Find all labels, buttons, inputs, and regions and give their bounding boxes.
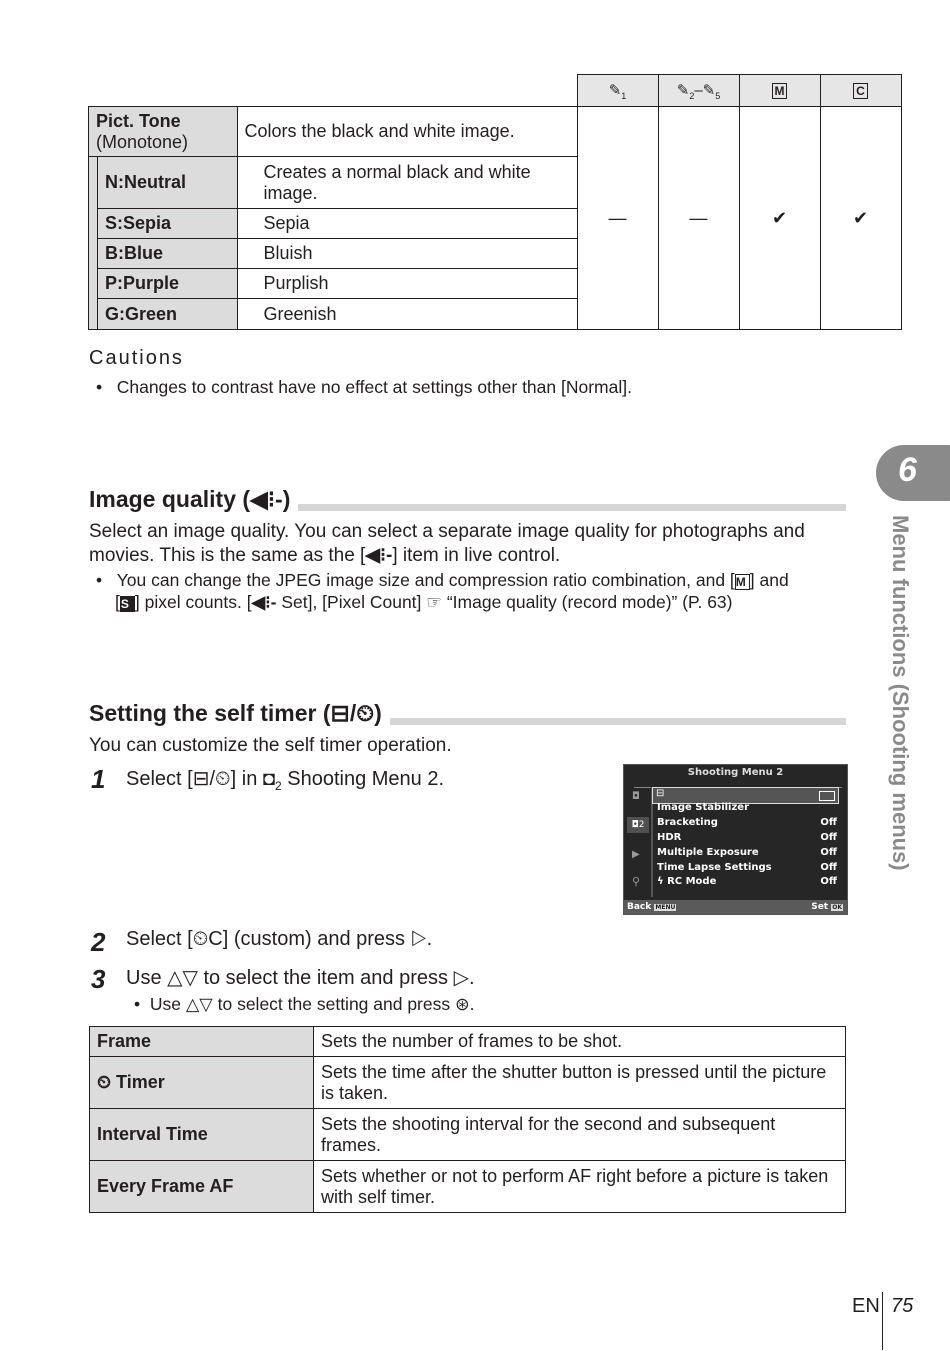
- image-quality-body: Select an image quality. You can select a separate image quality for photographs and movies. This is the same as the [◀⁝-] item in live control.: [89, 521, 805, 566]
- tone-sepia-label: S:Sepia: [98, 209, 238, 239]
- cautions-item: • Changes to contrast have no effect at settings other than [Normal].: [96, 377, 632, 397]
- menu-row-multiple-exposure: Multiple Exposure Off: [657, 847, 837, 858]
- image-quality-icon: ◀⁝-: [251, 592, 277, 612]
- tone-purple-desc: Purplish: [237, 269, 577, 299]
- every-frame-af-label: Every Frame AF: [90, 1161, 314, 1213]
- self-timer-icon: ⏲: [215, 768, 231, 790]
- flash-icon: ϟ: [657, 876, 668, 887]
- screen-back: Back MENU: [627, 902, 676, 912]
- drive-mode-icon: ⊟: [192, 768, 210, 790]
- image-quality-icon: ◀⁝-: [250, 486, 283, 512]
- mark-c: ✔: [820, 107, 901, 330]
- step-3-text: Use △▽ to select the item and press ▷.: [126, 967, 475, 989]
- footer-lang: EN: [852, 1295, 880, 1317]
- step-3-bullet: • Use △▽ to select the setting and press ⊛.: [134, 994, 475, 1014]
- tone-sepia-desc: Sepia: [237, 209, 577, 239]
- step-1-text: Select [⊟/⏲] in $◘_2$ Shooting Menu 2.: [126, 768, 445, 793]
- frame-label: Frame: [90, 1027, 314, 1057]
- tone-green-desc: Greenish: [237, 299, 577, 330]
- step-2-text: Select [⏲C] (custom) and press ▷.: [126, 928, 433, 950]
- interval-time-label: Interval Time: [90, 1109, 314, 1161]
- step-1-number: 1: [91, 764, 106, 794]
- drive-mode-icon: ⊟: [330, 700, 350, 726]
- camera-tab-1-icon: ◘: [632, 791, 640, 802]
- tone-blue-label: B:Blue: [98, 239, 238, 269]
- tone-purple-label: P:Purple: [98, 269, 238, 299]
- camera-tab-2-icon: ◘2: [627, 817, 649, 833]
- self-timer-title: Setting the self timer (⊟/⏲): [89, 700, 390, 727]
- pict-tone-label: Pict. Tone (Monotone): [89, 107, 238, 157]
- timer-label: ⏲ Timer: [90, 1057, 314, 1109]
- step-2-number: 2: [91, 927, 106, 957]
- self-timer-icon: ⏲: [356, 700, 375, 726]
- every-frame-af-desc: Sets whether or not to perform AF right before a picture is taken with self timer.: [314, 1161, 846, 1213]
- tone-green-label: G:Green: [98, 299, 238, 330]
- tone-blue-desc: Bluish: [237, 239, 577, 269]
- mark-art-1: —: [577, 107, 658, 330]
- reference-icon: ☞: [426, 592, 442, 612]
- tone-neutral-desc: Creates a normal black and white image.: [237, 157, 577, 209]
- camera-menu-screen: [623, 764, 848, 915]
- mark-art-2-5: —: [658, 107, 739, 330]
- mode-m-header: M: [739, 75, 820, 107]
- timer-settings-table: [89, 1026, 846, 1213]
- timer-desc: Sets the time after the shutter button is pressed until the picture is taken.: [314, 1057, 846, 1109]
- image-quality-title: Image quality (◀⁝-): [89, 486, 298, 513]
- menu-row-time-lapse: Time Lapse Settings Off: [657, 862, 837, 873]
- chapter-title: Menu functions (Shooting menus): [888, 515, 913, 871]
- pict-tone-table: [88, 74, 902, 330]
- screen-title: Shooting Menu 2: [687, 767, 784, 778]
- chapter-number: 6: [898, 451, 917, 489]
- tone-neutral-label: N:Neutral: [98, 157, 238, 209]
- art-filter-2-5-header: $✎_2-✎_5$: [658, 75, 739, 107]
- pict-tone-desc: Colors the black and white image.: [237, 107, 577, 157]
- self-timer-intro: You can customize the self timer operation.: [89, 735, 452, 756]
- mode-c-header: C: [820, 75, 901, 107]
- page-number: 75: [891, 1295, 914, 1317]
- menu-row-bracketing: Bracketing Off: [657, 817, 837, 828]
- camera-menu-icon: $◘_2$: [262, 768, 282, 793]
- menu-row-rc-mode: ϟ RC Mode Off: [657, 876, 837, 887]
- self-timer-icon: ⏲: [97, 1072, 117, 1092]
- mark-m: ✔: [739, 107, 820, 330]
- menu-row-image-stabilizer: Image Stabilizer: [657, 802, 750, 813]
- setup-tab-icon: ⚲: [632, 875, 641, 888]
- screen-set: Set OK: [811, 902, 842, 912]
- art-filter-1-header: $✎_1$: [577, 75, 658, 107]
- image-quality-bullet: • You can change the JPEG image size and compression ratio combination, and [M ] and [S ] pixel counts. [◀⁝- Set], [Pixel Count] ☞ “Image quality (record mode)” (P. 63): [96, 570, 789, 612]
- play-tab-icon: ▶: [632, 849, 640, 860]
- frame-desc: Sets the number of frames to be shot.: [314, 1027, 846, 1057]
- cautions-title: Cautions: [89, 347, 184, 369]
- step-3-number: 3: [91, 964, 106, 994]
- menu-row-hdr: HDR Off: [657, 832, 837, 843]
- image-quality-icon: ◀⁝-: [365, 545, 393, 566]
- interval-time-desc: Sets the shooting interval for the second and subsequent frames.: [314, 1109, 846, 1161]
- selected-row: ⊟: [652, 787, 839, 804]
